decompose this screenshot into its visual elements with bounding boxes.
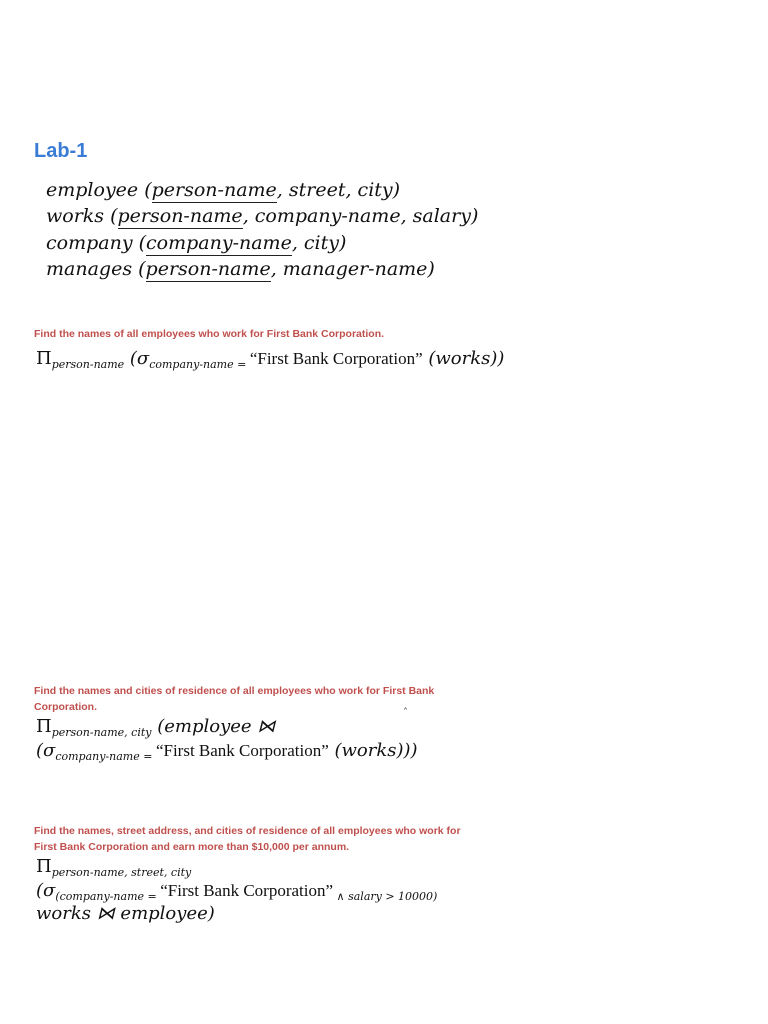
question-3-text-line2: First Bank Corporation and earn more than $10,000 per annum.: [34, 841, 350, 853]
schema-manages: manages (person-name, manager-name): [46, 258, 435, 280]
schema-employee: employee (person-name, street, city): [46, 179, 401, 201]
question-2-text-line1: Find the names and cities of residence of all employees who work for First Bank: [34, 685, 435, 697]
question-3-text-line1: Find the names, street address, and cities of residence of all employees who work for: [34, 825, 461, 837]
question-2-formula-line1: $\Pi_{person-name, city}$ (employee ⋈: [36, 716, 276, 739]
schema-company: company (company-name, city): [46, 232, 347, 254]
primary-key: person-name: [117, 205, 243, 227]
primary-key: company-name: [146, 232, 292, 254]
question-2-text-line2: Corporation.: [34, 701, 97, 713]
question-1-formula: $\Pi_{person-name}$ ($\sigma_{company-name =}$ “First Bank Corporation” (works)): [36, 348, 505, 371]
question-1-text: Find the names of all employees who work for First Bank Corporation.: [34, 328, 385, 340]
question-3-formula-line1: $\Pi_{person-name, street, city}$: [36, 856, 192, 879]
question-3-formula-line3: works ⋈ employee): [36, 903, 215, 924]
question-3-formula-line2: ($\sigma_{(company-name =}$ “First Bank Corporation” $_{\wedge salary > 10000)}$: [36, 880, 438, 903]
stray-mark: ˆ: [403, 708, 408, 719]
question-2-formula-line2: ($\sigma_{company-name =}$ “First Bank Corporation” (works))): [36, 740, 418, 763]
lab-title: Lab-1: [34, 140, 88, 162]
primary-key: person-name: [145, 258, 271, 280]
schema-works: works (person-name, company-name, salary): [46, 205, 479, 227]
primary-key: person-name: [151, 179, 277, 201]
